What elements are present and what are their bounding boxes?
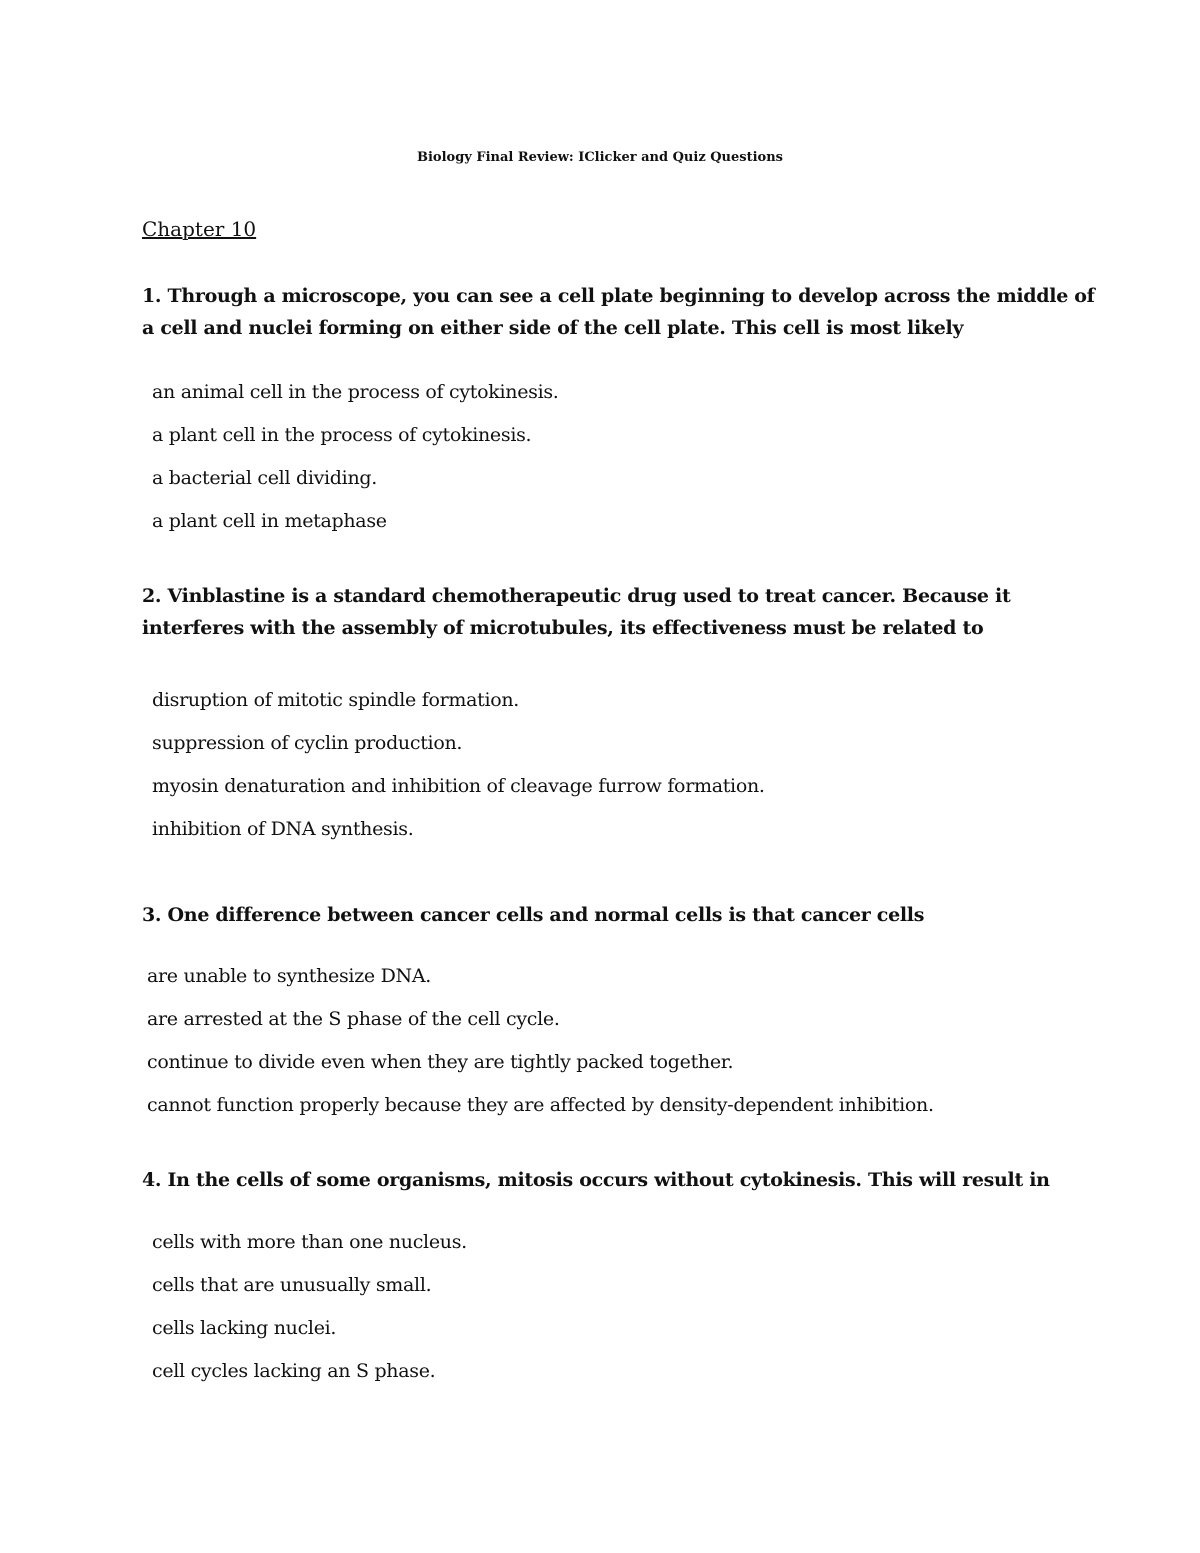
question-3-option-3: continue to divide even when they are tightly packed together.	[147, 1051, 734, 1073]
question-3-option-2: are arrested at the S phase of the cell cycle.	[147, 1008, 560, 1030]
question-3	[142, 899, 1062, 931]
question-2-line-1: 2. Vinblastine is a standard chemotherapeutic drug used to treat cancer. Because it	[142, 585, 1011, 607]
chapter-heading: Chapter 10	[142, 217, 257, 241]
document-title: Biology Final Review: IClicker and Quiz Questions	[417, 150, 783, 165]
question-1-option-3: a bacterial cell dividing.	[152, 467, 377, 489]
question-1-line-1: 1. Through a microscope, you can see a cell plate beginning to develop across the middle of	[142, 285, 1095, 307]
question-4-option-2: cells that are unusually small.	[152, 1274, 432, 1296]
question-1-option-4: a plant cell in metaphase	[152, 510, 387, 532]
question-3-line-1: 3. One difference between cancer cells and normal cells is that cancer cells	[142, 904, 925, 926]
question-2-option-2: suppression of cyclin production.	[152, 732, 463, 754]
question-2-option-1: disruption of mitotic spindle formation.	[152, 689, 520, 711]
question-4-line-1: 4. In the cells of some organisms, mitosis occurs without cytokinesis. This will result in	[142, 1169, 1050, 1191]
question-1-option-2: a plant cell in the process of cytokinesis.	[152, 424, 532, 446]
question-2-option-3: myosin denaturation and inhibition of cleavage furrow formation.	[152, 775, 765, 797]
question-4-option-4: cell cycles lacking an S phase.	[152, 1360, 436, 1382]
question-4-option-1: cells with more than one nucleus.	[152, 1231, 467, 1253]
question-3-option-1: are unable to synthesize DNA.	[147, 965, 432, 987]
question-1-option-1: an animal cell in the process of cytokinesis.	[152, 381, 559, 403]
question-2-option-4: inhibition of DNA synthesis.	[152, 818, 414, 840]
question-4	[142, 1164, 1062, 1196]
question-1	[142, 280, 1095, 344]
question-1-line-2: a cell and nuclei forming on either side of the cell plate. This cell is most likely	[142, 317, 964, 339]
question-3-option-4: cannot function properly because they are affected by density-dependent inhibition.	[147, 1094, 934, 1116]
question-2	[142, 580, 1062, 644]
question-4-option-3: cells lacking nuclei.	[152, 1317, 337, 1339]
question-2-line-2: interferes with the assembly of microtubules, its effectiveness must be related to	[142, 617, 984, 639]
